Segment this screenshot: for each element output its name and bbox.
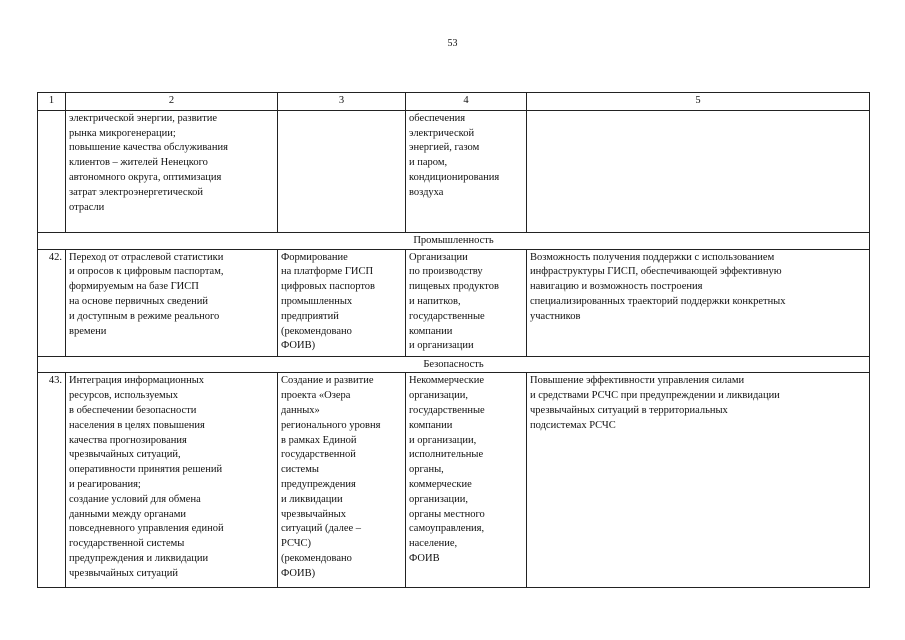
cell-goal: электрической энергии, развитие рынка микрогенерации; повышение качества обслуживания клиентов – жителей Ненецкого автономного округа, оптимизация затрат электроэнергетической отрасли (66, 110, 278, 232)
header-cell-3: 3 (278, 93, 406, 111)
cell-goal: Интеграция информационных ресурсов, используемых в обеспечении безопасности населения в целях повышения качества прогнозирования чрезвычайных ситуаций, оперативности принятия решений и реагирования; создание условий для обмена данными между органами повседневного управления единой государственной системы предупреждения и ликвидации чрезвычайных ситуаций (66, 373, 278, 588)
row-number (38, 110, 66, 232)
section-row (38, 356, 870, 373)
table-row (38, 373, 870, 588)
row-number: 42. (38, 249, 66, 356)
table-header-row (38, 93, 870, 111)
section-title-security: Безопасность (38, 356, 870, 373)
header-cell-5: 5 (527, 93, 870, 111)
page-number: 53 (447, 38, 458, 49)
document-table (37, 92, 870, 588)
table-row (38, 110, 870, 232)
cell-effect: Возможность получения поддержки с использованием инфраструктуры ГИСП, обеспечивающей эффективную навигацию и возможность построения специализированных траекторий поддержки конкретных участников (527, 249, 870, 356)
header-cell-4: 4 (406, 93, 527, 111)
cell-participants: Некоммерческие организации, государственные компании и организации, исполнительные органы, коммерческие организации, органы местного самоуправления, население, ФОИВ (406, 373, 527, 588)
cell-measure: Создание и развитие проекта «Озера данных» регионального уровня в рамках Единой государственной системы предупреждения и ликвидации чрезвычайных ситуаций (далее – РСЧС) (рекомендовано ФОИВ) (278, 373, 406, 588)
cell-effect: Повышение эффективности управления силами и средствами РСЧС при предупреждении и ликвидации чрезвычайных ситуаций в территориальных подсистемах РСЧС (527, 373, 870, 588)
section-title-industry: Промышленность (38, 232, 870, 249)
cell-participants: обеспечения электрической энергией, газом и паром, кондиционирования воздуха (406, 110, 527, 232)
cell-goal: Переход от отраслевой статистики и опросов к цифровым паспортам, формируемым на базе ГИСП на основе первичных сведений и доступным в режиме реального времени (66, 249, 278, 356)
cell-measure: Формирование на платформе ГИСП цифровых паспортов промышленных предприятий (рекомендовано ФОИВ) (278, 249, 406, 356)
cell-effect (527, 110, 870, 232)
cell-measure (278, 110, 406, 232)
table-row (38, 249, 870, 356)
header-cell-2: 2 (66, 93, 278, 111)
section-row (38, 232, 870, 249)
cell-participants: Организации по производству пищевых продуктов и напитков, государственные компании и организации (406, 249, 527, 356)
row-number: 43. (38, 373, 66, 588)
header-cell-1: 1 (38, 93, 66, 111)
